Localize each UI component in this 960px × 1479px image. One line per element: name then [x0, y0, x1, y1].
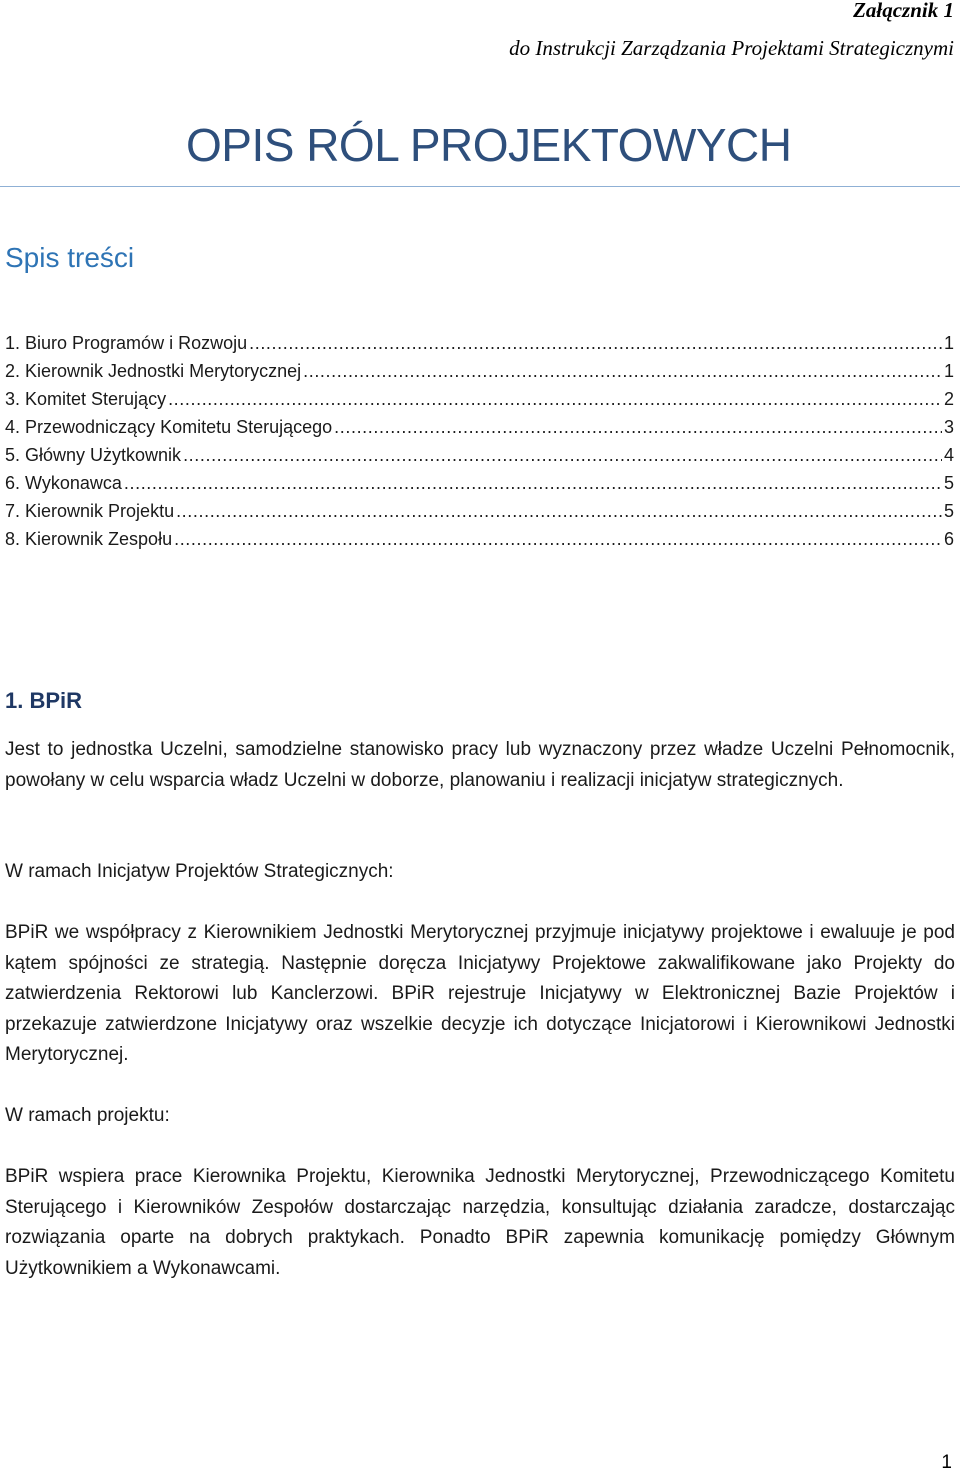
toc-leader-dots: [303, 361, 942, 382]
toc-leader-dots: [249, 333, 942, 354]
toc-leader-dots: [168, 389, 942, 410]
toc-leader-dots: [174, 529, 942, 550]
body-paragraph: BPiR wspiera prace Kierownika Projektu, Kierownika Jednostki Merytorycznej, Przewodniczącego Komitetu Sterującego i Kierowników Zespołów dostarczając narzędzia, konsultując działania zaradcze, dostarczając rozwiązania oparte na dobrych praktykach. Ponadto BPiR zapewnia komunikację pomiędzy Głównym Użytkownikiem a Wykonawcami.: [5, 1166, 955, 1279]
toc-leader-dots: [183, 445, 942, 466]
toc-entry[interactable]: [5, 501, 954, 529]
toc-entry[interactable]: [5, 529, 954, 557]
toc-entry-page: 5: [943, 473, 954, 493]
toc-entry-label: 7. Kierownik Projektu: [5, 501, 175, 521]
toc-entry[interactable]: [5, 333, 954, 361]
toc-entry-label: 5. Główny Użytkownik: [5, 445, 182, 465]
table-of-contents: [5, 333, 954, 557]
body-paragraph: BPiR we współpracy z Kierownikiem Jednostki Merytorycznej przyjmuje inicjatywy projektowe i ewaluuje je pod kątem spójności ze strategią. Następnie doręcza Inicjatywy Projektowe zakwalifikowane jako Projekty do zatwierdzenia Rektorowi lub Kanclerzowi. BPiR rejestruje Inicjatywy w Elektronicznej Bazie Projektów i przekazuje zatwierdzone Inicjatywy oraz wszelkie decyzje ich dotyczące Inicjatorowi i Kierownikowi Jednostki Merytorycznej.: [5, 922, 955, 1066]
toc-entry-label: 6. Wykonawca: [5, 473, 122, 493]
body-paragraph: W ramach projektu:: [5, 1105, 170, 1126]
toc-entry-page: 6: [943, 529, 954, 549]
toc-entry[interactable]: [5, 361, 954, 389]
toc-entry[interactable]: [5, 389, 954, 417]
document-title: OPIS RÓL PROJEKTOWYCH: [186, 119, 792, 171]
body-paragraph: Jest to jednostka Uczelni, samodzielne stanowisko pracy lub wyznaczony przez władze Uczelni Pełnomocnik, powołany w celu wsparcia władz Uczelni w doborze, planowaniu i realizacji inicjatyw strategicznych.: [5, 739, 955, 791]
page-number: 1: [941, 1452, 952, 1473]
toc-entry-page: 2: [943, 389, 954, 409]
section-heading: 1. BPiR: [5, 688, 83, 713]
toc-leader-dots: [176, 501, 942, 522]
toc-entry-page: 4: [943, 445, 954, 465]
toc-leader-dots: [334, 417, 942, 438]
toc-entry-label: 3. Komitet Sterujący: [5, 389, 167, 409]
toc-entry-label: 2. Kierownik Jednostki Merytorycznej: [5, 361, 302, 381]
body-paragraph: W ramach Inicjatyw Projektów Strategicznych:: [5, 861, 394, 882]
toc-entry-label: 4. Przewodniczący Komitetu Sterującego: [5, 417, 333, 437]
annex-label: Załącznik 1: [853, 0, 954, 22]
annex-subtitle: do Instrukcji Zarządzania Projektami Strategicznymi: [509, 36, 954, 60]
toc-entry[interactable]: [5, 417, 954, 445]
toc-entry[interactable]: [5, 445, 954, 473]
title-underline: [0, 186, 960, 187]
toc-entry-page: 1: [943, 361, 954, 381]
toc-entry-page: 5: [943, 501, 954, 521]
toc-entry-label: 1. Biuro Programów i Rozwoju: [5, 333, 248, 353]
toc-entry[interactable]: [5, 473, 954, 501]
toc-entry-page: 3: [943, 417, 954, 437]
toc-entry-page: 1: [943, 333, 954, 353]
toc-entry-label: 8. Kierownik Zespołu: [5, 529, 173, 549]
toc-heading: Spis treści: [5, 242, 135, 273]
toc-leader-dots: [124, 473, 942, 494]
